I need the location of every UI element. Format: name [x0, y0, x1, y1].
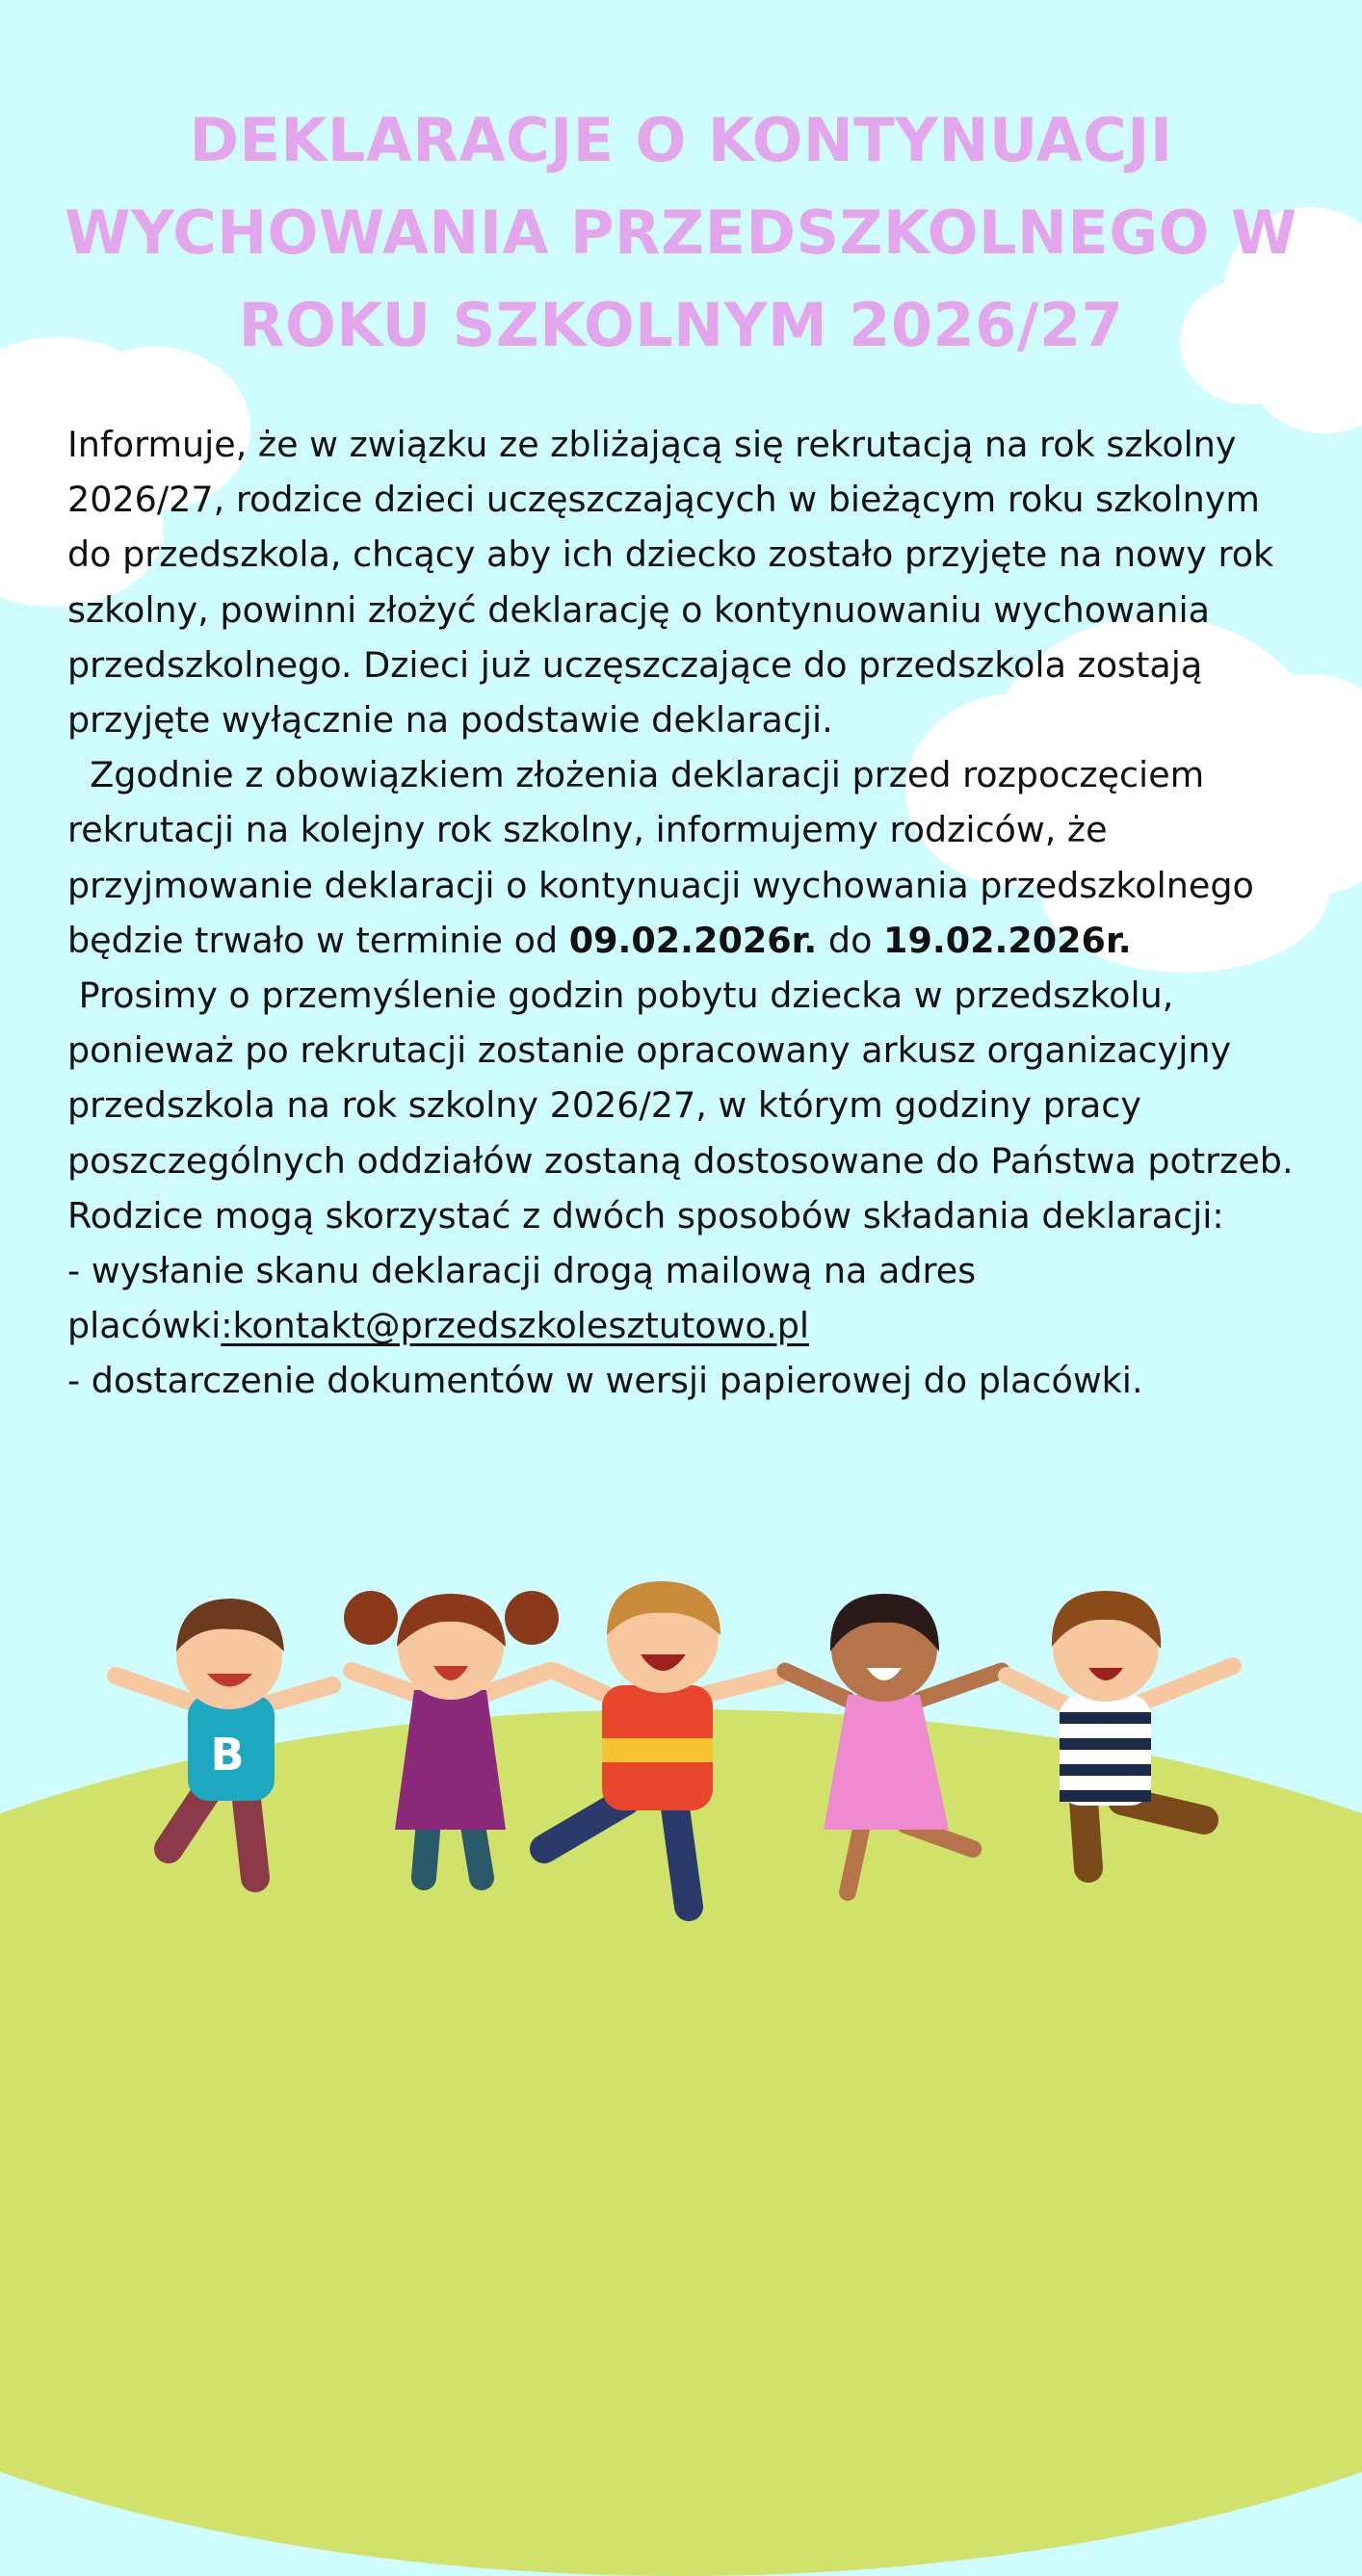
deadline-text: Zgodnie z obowiązkiem złożenia deklaracji przed rozpoczęciem rekrutacji na kolejny rok szkolny, informujemy rodziców, że przyjmowanie deklaracji o kontynuacji wychowania przedszkolnego będzie trwało w terminie od	[67, 754, 1254, 961]
paragraph-hours	[67, 968, 1310, 1188]
page-title: DEKLARACJE O KONTYNUACJI WYCHOWANIA PRZEDSZKOLNEGO W ROKU SZKOLNYM 2026/27	[65, 105, 1297, 360]
kid-red-shirt	[544, 1581, 780, 1907]
date-from: 09.02.2026r.	[568, 919, 818, 961]
date-to: 19.02.2026r.	[883, 919, 1132, 961]
paragraph-methods: Rodzice mogą skorzystać z dwóch sposobów składania deklaracji:	[67, 1194, 1224, 1236]
method-email-text: - wysłanie skanu deklaracji drogą mailową na adres placówki	[67, 1250, 977, 1347]
method-email	[67, 1243, 1310, 1353]
hours-text: Prosimy o przemyślenie godzin pobytu dziecka w przedszkolu, ponieważ po rekrutacji zostanie opracowany arkusz organizacyjny przedszkola na rok szkolny 2026/27, w którym godziny pracy poszczególnych oddziałów zostaną dostosowane do Państwa potrzeb.	[67, 975, 1294, 1182]
shirt-letter: B	[210, 1729, 245, 1781]
date-connector: do	[827, 919, 873, 961]
paragraph-deadline	[67, 747, 1310, 968]
kid-blue-shirt	[116, 1599, 332, 1878]
kid-pink-dress	[785, 1594, 1002, 1892]
kid-striped-shirt	[1007, 1591, 1233, 1868]
kid-purple-dress	[344, 1591, 559, 1878]
paragraph-intro: Informuje, że w związku ze zbliżającą się rekrutacją na rok szkolny 2026/27, rodzice dzieci uczęszczających w bieżącym roku szkolnym do przedszkola, chcący aby ich dziecko zostało przyjęte na nowy rok szkolny, powinni złożyć deklarację o kontynuowaniu wychowania przedszkolnego. Dzieci już uczęszczające do przedszkola zostają przyjęte wyłącznie na podstawie deklaracji.	[67, 424, 1274, 742]
email-link[interactable]: :kontakt@przedszkolesztutowo.pl	[221, 1305, 810, 1347]
kids-illustration	[0, 1560, 1362, 1926]
announcement-body	[67, 417, 1310, 1409]
method-paper: - dostarczenie dokumentów w wersji papierowej do placówki.	[67, 1360, 1143, 1402]
